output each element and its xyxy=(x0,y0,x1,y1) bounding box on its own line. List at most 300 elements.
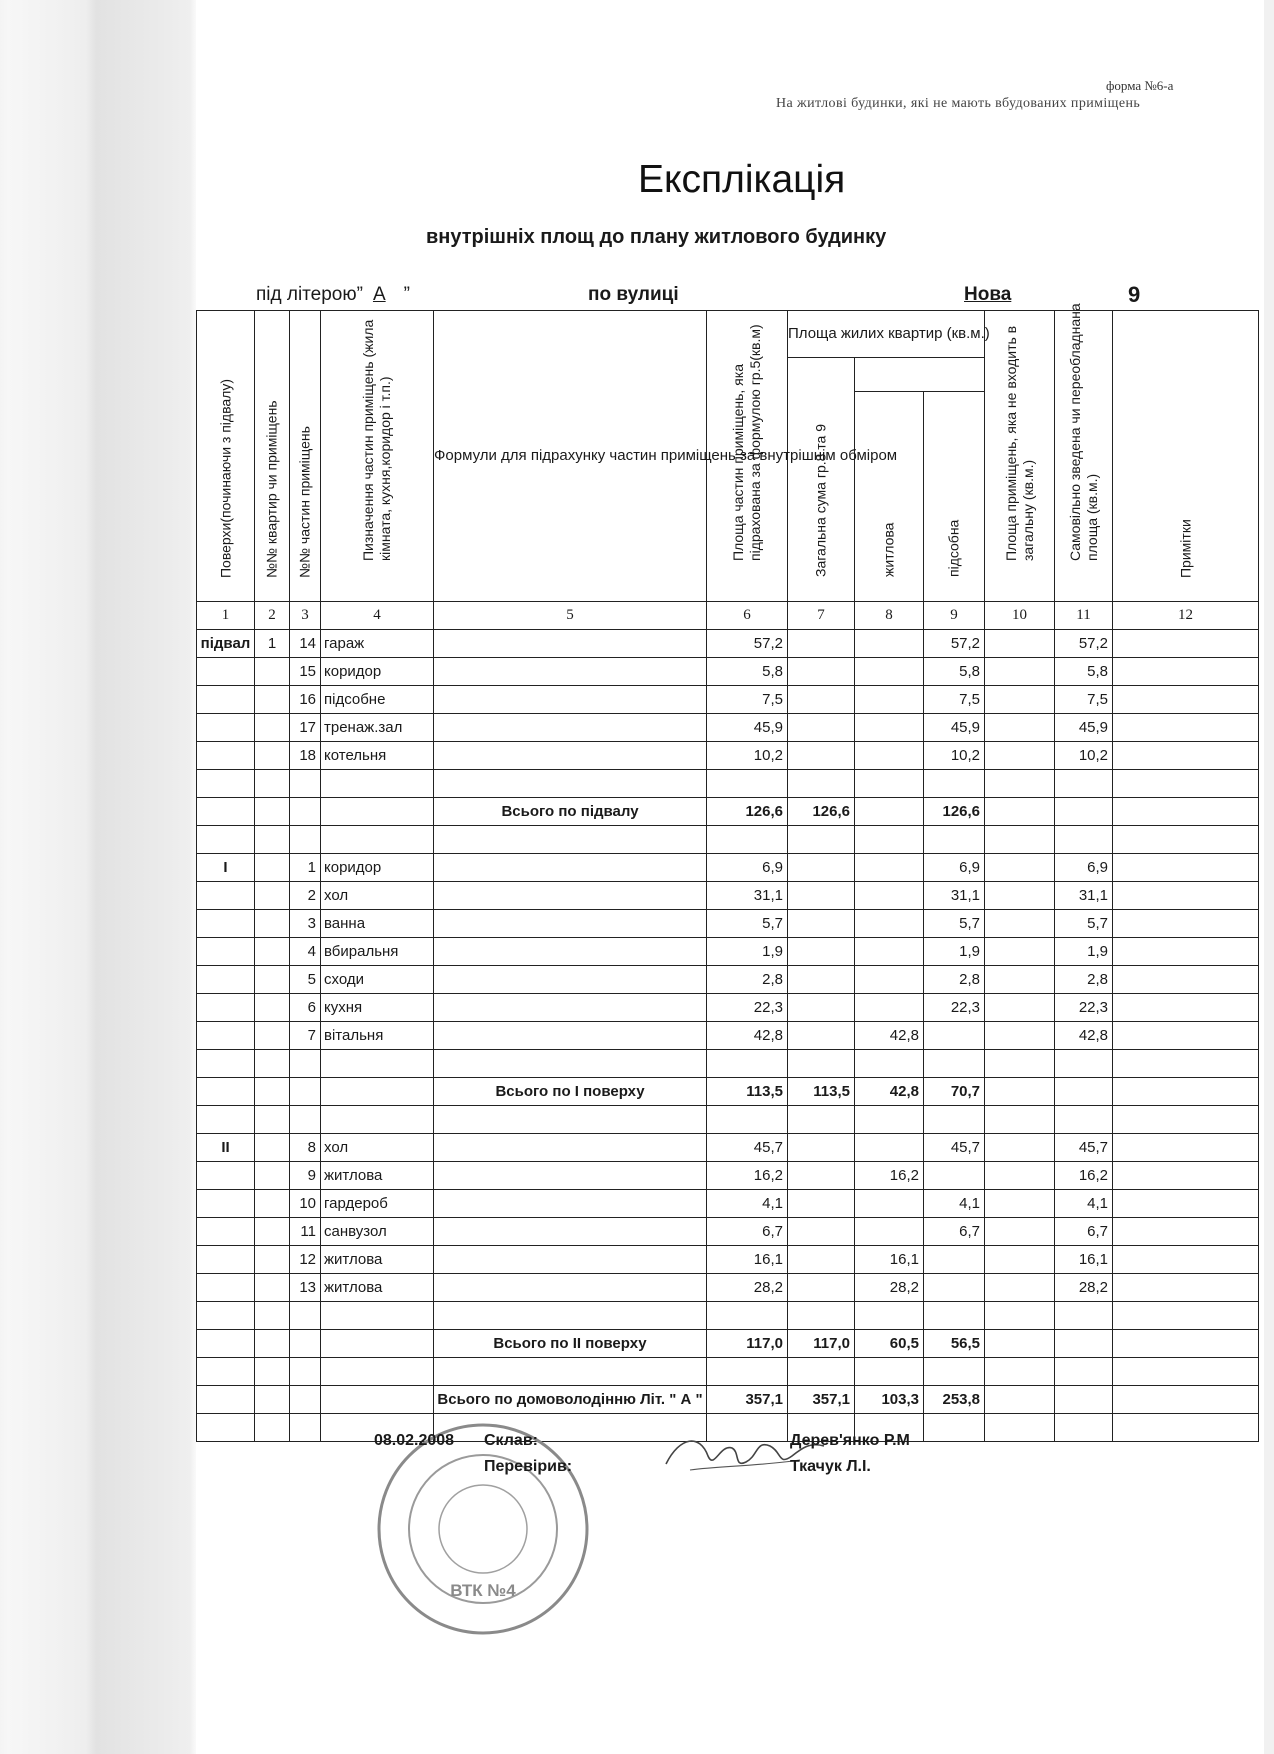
area-cell: 16,2 xyxy=(707,1162,788,1190)
empty-cell xyxy=(1113,1078,1259,1106)
blank-cell xyxy=(788,1106,855,1134)
area-cell: 45,7 xyxy=(707,1134,788,1162)
area-cell: 45,9 xyxy=(707,714,788,742)
notes-cell xyxy=(1113,1246,1259,1274)
area-cell: 5,8 xyxy=(707,658,788,686)
column-number-row xyxy=(197,602,1259,630)
part-cell: 13 xyxy=(290,1274,321,1302)
column-number-8: 8 xyxy=(855,602,924,630)
total-living: 60,5 xyxy=(855,1330,924,1358)
table-row xyxy=(197,1022,1259,1050)
total-row xyxy=(197,798,1259,826)
living-cell xyxy=(855,742,924,770)
living-cell xyxy=(855,686,924,714)
self-built-cell: 31,1 xyxy=(1055,882,1113,910)
table-row xyxy=(197,742,1259,770)
notes-cell xyxy=(1113,658,1259,686)
blank-cell xyxy=(924,826,985,854)
empty-cell xyxy=(255,1386,290,1414)
purpose-cell: тренаж.зал xyxy=(321,714,434,742)
purpose-cell: сходи xyxy=(321,966,434,994)
sum-cell xyxy=(788,1274,855,1302)
table-row xyxy=(197,1274,1259,1302)
auxiliary-cell: 6,9 xyxy=(924,854,985,882)
col-header-group-living: Площа жилих квартир (кв.м.) xyxy=(788,311,985,358)
sum-cell xyxy=(788,1022,855,1050)
living-cell xyxy=(855,910,924,938)
notes-cell xyxy=(1113,854,1259,882)
table-row xyxy=(197,882,1259,910)
sum-cell xyxy=(788,994,855,1022)
empty-cell xyxy=(1055,798,1113,826)
self-built-cell: 2,8 xyxy=(1055,966,1113,994)
auxiliary-cell: 7,5 xyxy=(924,686,985,714)
purpose-cell: житлова xyxy=(321,1162,434,1190)
street-name: Нова xyxy=(964,284,1012,305)
empty-cell xyxy=(985,798,1055,826)
blank-cell xyxy=(197,1414,255,1442)
blank-cell xyxy=(255,826,290,854)
blank-cell xyxy=(197,826,255,854)
apartment-cell xyxy=(255,742,290,770)
part-cell: 4 xyxy=(290,938,321,966)
sum-cell xyxy=(788,630,855,658)
column-number-7: 7 xyxy=(788,602,855,630)
apartment-cell xyxy=(255,938,290,966)
street-label: по вулиці xyxy=(588,284,679,305)
formula-cell xyxy=(434,882,707,910)
blank-cell xyxy=(707,826,788,854)
area-cell: 22,3 xyxy=(707,994,788,1022)
empty-cell xyxy=(1055,1386,1113,1414)
blank-cell xyxy=(707,1106,788,1134)
auxiliary-cell xyxy=(924,1246,985,1274)
blank-cell xyxy=(788,1358,855,1386)
column-number-6: 6 xyxy=(707,602,788,630)
blank-cell xyxy=(1055,1050,1113,1078)
apartment-cell xyxy=(255,1134,290,1162)
auxiliary-cell: 5,8 xyxy=(924,658,985,686)
apartment-cell xyxy=(255,714,290,742)
area-cell: 31,1 xyxy=(707,882,788,910)
sum-cell xyxy=(788,910,855,938)
empty-cell xyxy=(321,1386,434,1414)
floor-cell xyxy=(197,938,255,966)
blank-cell xyxy=(707,1358,788,1386)
notes-cell xyxy=(1113,1022,1259,1050)
blank-cell xyxy=(707,770,788,798)
blank-cell xyxy=(1113,1050,1259,1078)
blank-cell xyxy=(788,1050,855,1078)
sum-cell xyxy=(788,1246,855,1274)
empty-cell xyxy=(197,1078,255,1106)
empty-cell xyxy=(197,798,255,826)
blank-cell xyxy=(924,1302,985,1330)
self-built-cell: 57,2 xyxy=(1055,630,1113,658)
empty-cell xyxy=(1113,1386,1259,1414)
purpose-cell: житлова xyxy=(321,1246,434,1274)
notes-cell xyxy=(1113,938,1259,966)
excluded-cell xyxy=(985,882,1055,910)
column-number-11: 11 xyxy=(1055,602,1113,630)
part-cell: 6 xyxy=(290,994,321,1022)
blank-cell xyxy=(985,1414,1055,1442)
blank-cell xyxy=(1055,1358,1113,1386)
area-cell: 16,1 xyxy=(707,1246,788,1274)
area-cell: 28,2 xyxy=(707,1274,788,1302)
blank-cell xyxy=(855,770,924,798)
part-cell: 10 xyxy=(290,1190,321,1218)
floor-cell xyxy=(197,1162,255,1190)
blank-cell xyxy=(1055,1302,1113,1330)
living-cell: 16,1 xyxy=(855,1246,924,1274)
blank-row xyxy=(197,770,1259,798)
floor-cell xyxy=(197,686,255,714)
notes-cell xyxy=(1113,1162,1259,1190)
sum-cell xyxy=(788,658,855,686)
purpose-cell: котельня xyxy=(321,742,434,770)
auxiliary-cell: 2,8 xyxy=(924,966,985,994)
apartment-cell xyxy=(255,686,290,714)
auxiliary-cell xyxy=(924,1274,985,1302)
apartment-cell xyxy=(255,1246,290,1274)
apartment-cell xyxy=(255,1274,290,1302)
blank-cell xyxy=(1113,1414,1259,1442)
blank-cell xyxy=(434,770,707,798)
total-sum: 113,5 xyxy=(788,1078,855,1106)
notes-cell xyxy=(1113,910,1259,938)
excluded-cell xyxy=(985,994,1055,1022)
litera-close: ” xyxy=(403,284,410,305)
floor-cell xyxy=(197,882,255,910)
col-header-total: Загальна сума гр.8 та 9 xyxy=(788,358,855,602)
formula-cell xyxy=(434,1162,707,1190)
empty-cell xyxy=(197,1386,255,1414)
area-cell: 4,1 xyxy=(707,1190,788,1218)
table-row xyxy=(197,1218,1259,1246)
empty-cell xyxy=(290,1078,321,1106)
self-built-cell: 6,7 xyxy=(1055,1218,1113,1246)
living-cell xyxy=(855,1218,924,1246)
empty-cell xyxy=(255,1330,290,1358)
total-living: 42,8 xyxy=(855,1078,924,1106)
sum-cell xyxy=(788,1134,855,1162)
blank-cell xyxy=(924,1106,985,1134)
self-built-cell: 22,3 xyxy=(1055,994,1113,1022)
col-header-auxiliary: підсобна xyxy=(924,392,985,602)
notes-cell xyxy=(1113,742,1259,770)
area-cell: 6,7 xyxy=(707,1218,788,1246)
blank-cell xyxy=(197,1358,255,1386)
purpose-cell: підсобне xyxy=(321,686,434,714)
excluded-cell xyxy=(985,742,1055,770)
empty-cell xyxy=(321,798,434,826)
total-living xyxy=(855,798,924,826)
excluded-cell xyxy=(985,1218,1055,1246)
floor-cell xyxy=(197,1022,255,1050)
blank-row xyxy=(197,1050,1259,1078)
floor-cell xyxy=(197,1246,255,1274)
column-number-3: 3 xyxy=(290,602,321,630)
blank-cell xyxy=(197,1050,255,1078)
blank-row xyxy=(197,1302,1259,1330)
total-row xyxy=(197,1078,1259,1106)
column-number-10: 10 xyxy=(985,602,1055,630)
blank-cell xyxy=(985,1050,1055,1078)
purpose-cell: коридор xyxy=(321,658,434,686)
compiled-label: Склав: xyxy=(484,1432,538,1449)
floor-cell: I xyxy=(197,854,255,882)
living-cell xyxy=(855,854,924,882)
col-header-part: №№ частин приміщень xyxy=(290,311,321,602)
formula-cell xyxy=(434,1218,707,1246)
sum-cell xyxy=(788,714,855,742)
blank-cell xyxy=(924,1050,985,1078)
part-cell: 12 xyxy=(290,1246,321,1274)
total-area: 357,1 xyxy=(707,1386,788,1414)
floor-cell xyxy=(197,714,255,742)
blank-cell xyxy=(321,770,434,798)
col-header-notes: Примітки xyxy=(1113,311,1259,602)
purpose-cell: ванна xyxy=(321,910,434,938)
blank-cell xyxy=(855,826,924,854)
blank-cell xyxy=(290,1358,321,1386)
excluded-cell xyxy=(985,1246,1055,1274)
area-cell: 57,2 xyxy=(707,630,788,658)
total-sum: 126,6 xyxy=(788,798,855,826)
empty-cell xyxy=(985,1078,1055,1106)
apartment-cell xyxy=(255,910,290,938)
floor-cell: ІІ xyxy=(197,1134,255,1162)
formula-cell xyxy=(434,1246,707,1274)
sum-cell xyxy=(788,686,855,714)
col-header-floor: Поверхи(починаючи з підвалу) xyxy=(197,311,255,602)
floor-cell: підвал xyxy=(197,630,255,658)
self-built-cell: 5,8 xyxy=(1055,658,1113,686)
blank-cell xyxy=(255,1414,290,1442)
blank-cell xyxy=(197,1302,255,1330)
living-cell xyxy=(855,1134,924,1162)
sum-cell xyxy=(788,966,855,994)
table-row xyxy=(197,1190,1259,1218)
col-header-purpose: Пизначення частин приміщень (жила кімната, кухня,коридор і т.п.) xyxy=(321,311,434,602)
compiled-name: Дерев'янко Р.М xyxy=(790,1432,910,1449)
blank-row xyxy=(197,1358,1259,1386)
apartment-cell: 1 xyxy=(255,630,290,658)
column-number-1: 1 xyxy=(197,602,255,630)
litera-label: під літерою” xyxy=(256,284,363,305)
blank-cell xyxy=(855,1302,924,1330)
empty-cell xyxy=(197,1330,255,1358)
apartment-cell xyxy=(255,658,290,686)
purpose-cell: коридор xyxy=(321,854,434,882)
total-auxiliary: 126,6 xyxy=(924,798,985,826)
apartment-cell xyxy=(255,1218,290,1246)
blank-cell xyxy=(1113,826,1259,854)
blank-cell xyxy=(985,1302,1055,1330)
notes-cell xyxy=(1113,714,1259,742)
auxiliary-cell xyxy=(924,1022,985,1050)
blank-cell xyxy=(434,826,707,854)
table-row xyxy=(197,994,1259,1022)
blank-cell xyxy=(855,1358,924,1386)
empty-cell xyxy=(1113,798,1259,826)
blank-cell xyxy=(1113,1302,1259,1330)
formula-cell xyxy=(434,1134,707,1162)
auxiliary-cell: 10,2 xyxy=(924,742,985,770)
notes-cell xyxy=(1113,1274,1259,1302)
scan-left-edge xyxy=(0,0,196,1754)
apartment-cell xyxy=(255,854,290,882)
blank-cell xyxy=(788,1302,855,1330)
table-row xyxy=(197,686,1259,714)
blank-cell xyxy=(255,1050,290,1078)
formula-cell xyxy=(434,714,707,742)
self-built-cell: 10,2 xyxy=(1055,742,1113,770)
blank-cell xyxy=(255,770,290,798)
empty-cell xyxy=(290,1386,321,1414)
col-header-living: житлова xyxy=(855,392,924,602)
formula-cell xyxy=(434,742,707,770)
notes-cell xyxy=(1113,1134,1259,1162)
scan-right-edge xyxy=(1264,0,1274,1754)
purpose-cell: житлова xyxy=(321,1274,434,1302)
auxiliary-cell: 5,7 xyxy=(924,910,985,938)
excluded-cell xyxy=(985,686,1055,714)
excluded-cell xyxy=(985,854,1055,882)
living-cell xyxy=(855,714,924,742)
blank-cell xyxy=(707,1050,788,1078)
col-header-formula: Формули для підрахунку частин приміщень за внутрішнім обміром xyxy=(434,311,707,602)
excluded-cell xyxy=(985,966,1055,994)
blank-cell xyxy=(985,826,1055,854)
excluded-cell xyxy=(985,1190,1055,1218)
part-cell: 3 xyxy=(290,910,321,938)
blank-cell xyxy=(924,770,985,798)
living-cell xyxy=(855,658,924,686)
blank-cell xyxy=(290,1106,321,1134)
excluded-cell xyxy=(985,938,1055,966)
floor-cell xyxy=(197,1190,255,1218)
apartment-cell xyxy=(255,994,290,1022)
column-number-9: 9 xyxy=(924,602,985,630)
part-cell: 1 xyxy=(290,854,321,882)
area-cell: 10,2 xyxy=(707,742,788,770)
auxiliary-cell xyxy=(924,1162,985,1190)
excluded-cell xyxy=(985,630,1055,658)
total-auxiliary: 70,7 xyxy=(924,1078,985,1106)
formula-cell xyxy=(434,1190,707,1218)
living-cell: 42,8 xyxy=(855,1022,924,1050)
self-built-cell: 42,8 xyxy=(1055,1022,1113,1050)
formula-cell xyxy=(434,994,707,1022)
signoff-date: 08.02.2008 xyxy=(374,1432,455,1449)
stamp-text: ВТК №4 xyxy=(450,1581,516,1600)
col-header-apartment: №№ квартир чи приміщень xyxy=(255,311,290,602)
empty-cell xyxy=(321,1330,434,1358)
notes-cell xyxy=(1113,686,1259,714)
notes-cell xyxy=(1113,1190,1259,1218)
area-cell: 7,5 xyxy=(707,686,788,714)
column-number-2: 2 xyxy=(255,602,290,630)
formula-cell xyxy=(434,658,707,686)
column-number-12: 12 xyxy=(1113,602,1259,630)
table-row xyxy=(197,1162,1259,1190)
self-built-cell: 5,7 xyxy=(1055,910,1113,938)
table-row xyxy=(197,938,1259,966)
notes-cell xyxy=(1113,882,1259,910)
self-built-cell: 45,7 xyxy=(1055,1134,1113,1162)
blank-cell xyxy=(434,1106,707,1134)
self-built-cell: 16,1 xyxy=(1055,1246,1113,1274)
part-cell: 2 xyxy=(290,882,321,910)
part-cell: 16 xyxy=(290,686,321,714)
auxiliary-cell: 4,1 xyxy=(924,1190,985,1218)
total-label: Всього по домоволодінню Літ. " А " xyxy=(434,1386,707,1414)
total-label: Всього по підвалу xyxy=(434,798,707,826)
self-built-cell: 4,1 xyxy=(1055,1190,1113,1218)
auxiliary-cell: 45,7 xyxy=(924,1134,985,1162)
notes-cell xyxy=(1113,630,1259,658)
total-row xyxy=(197,1386,1259,1414)
total-label: Всього по І поверху xyxy=(434,1078,707,1106)
empty-cell xyxy=(321,1078,434,1106)
litera-value: А xyxy=(372,284,386,305)
blank-row xyxy=(197,1106,1259,1134)
notes-cell xyxy=(1113,966,1259,994)
blank-cell xyxy=(434,1358,707,1386)
living-cell xyxy=(855,938,924,966)
table-row xyxy=(197,714,1259,742)
purpose-cell: санвузол xyxy=(321,1218,434,1246)
self-built-cell: 16,2 xyxy=(1055,1162,1113,1190)
self-built-cell: 6,9 xyxy=(1055,854,1113,882)
living-cell: 28,2 xyxy=(855,1274,924,1302)
part-cell: 15 xyxy=(290,658,321,686)
area-cell: 6,9 xyxy=(707,854,788,882)
blank-cell xyxy=(985,1106,1055,1134)
blank-row xyxy=(197,826,1259,854)
sum-cell xyxy=(788,742,855,770)
table-row xyxy=(197,1134,1259,1162)
excluded-cell xyxy=(985,1134,1055,1162)
excluded-cell xyxy=(985,714,1055,742)
blank-cell xyxy=(290,1414,321,1442)
col-header-excluded: Площа приміщень, яка не входить в загальну (кв.м.) xyxy=(985,311,1055,602)
apartment-cell xyxy=(255,1022,290,1050)
living-cell xyxy=(855,994,924,1022)
col-header-area: Площа частин приміщень, яка підрахована за формулою гр.5(кв.м) xyxy=(707,311,788,602)
blank-cell xyxy=(855,1106,924,1134)
living-cell xyxy=(855,630,924,658)
total-sum: 117,0 xyxy=(788,1330,855,1358)
blank-cell xyxy=(197,1106,255,1134)
explication-table xyxy=(196,303,1259,1442)
empty-cell xyxy=(255,798,290,826)
purpose-cell: хол xyxy=(321,882,434,910)
sum-cell xyxy=(788,1190,855,1218)
blank-cell xyxy=(290,1302,321,1330)
purpose-cell: кухня xyxy=(321,994,434,1022)
total-auxiliary: 253,8 xyxy=(924,1386,985,1414)
blank-cell xyxy=(985,1358,1055,1386)
excluded-cell xyxy=(985,910,1055,938)
part-cell: 8 xyxy=(290,1134,321,1162)
document-subtitle: внутрішніх площ до плану житлового будинку xyxy=(426,226,887,248)
part-cell: 5 xyxy=(290,966,321,994)
table-row xyxy=(197,854,1259,882)
sum-cell xyxy=(788,1162,855,1190)
